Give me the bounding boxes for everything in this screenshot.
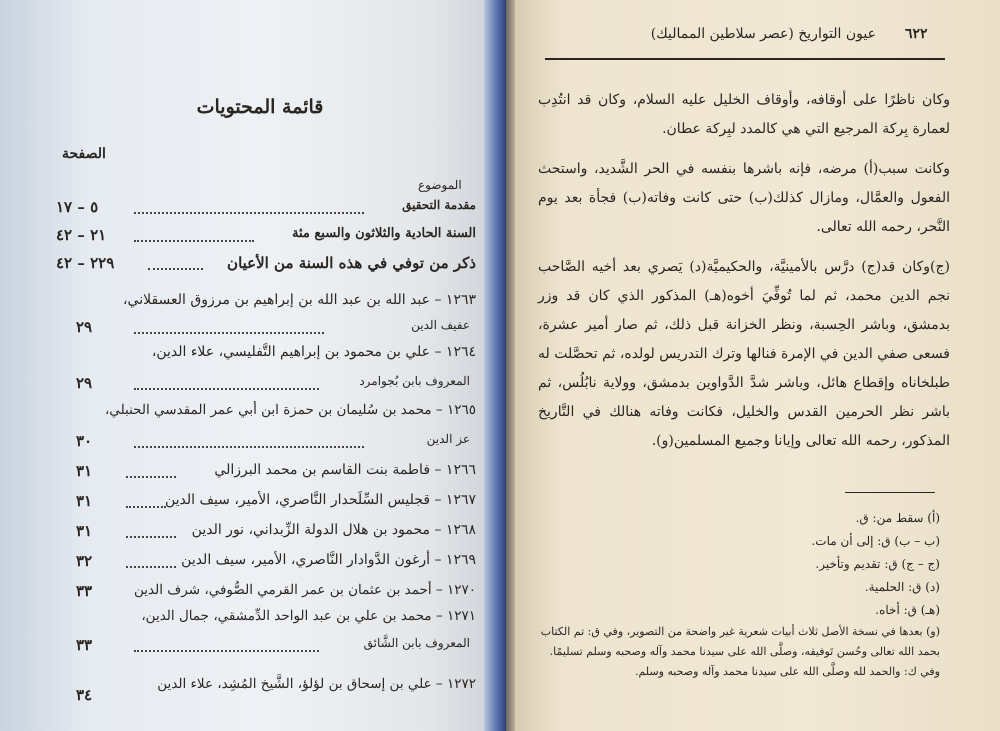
dot-leader xyxy=(134,388,319,390)
toc-entry-title: ١٢٧٠ – أحمد بن عثمان بن عمر القرمي الصُّوفي، شرف الدين xyxy=(134,582,476,598)
toc-entry-title: ١٢٦٧ – قجليس السِّلَحدار النَّاصري، الأمير، سيف الدين xyxy=(164,492,476,508)
footnote: (و) بعدها في نسخة الأصل ثلاث أبيات شعرية غير واضحة من التصوير، وفي ق: تم الكتاب بحمد الله تعالى وحُسن تَوفيقه، وصلَّى الله على سيدنا محمد وآله وصحبه وسلم تسليمًا. وفي ك: والحمد لله وصلَّى الله على سيدنا محمد وآله وصحبه وسلم. xyxy=(540,625,940,678)
dot-leader xyxy=(126,506,166,508)
dot-leader xyxy=(126,536,176,538)
toc-entry xyxy=(56,292,476,318)
page-column-header: الصفحة xyxy=(62,146,106,162)
toc-entry-title: عفيف الدين xyxy=(411,318,470,332)
toc-entry-title: ١٢٦٣ – عبد الله بن عبد الله بن إبراهيم بن مرزوق العسقلاني، xyxy=(123,292,476,308)
toc-entry xyxy=(56,318,476,344)
toc-entry xyxy=(56,198,476,224)
footnote: (د) ق: الحلمية. xyxy=(864,580,940,594)
toc-page-number: ٣٢ xyxy=(76,552,93,570)
toc-entry xyxy=(56,226,476,252)
toc-entry xyxy=(56,462,476,488)
toc-entry-title: المعروف بابن بُجوامرد xyxy=(359,374,470,388)
toc-entry xyxy=(56,608,476,634)
dot-leader xyxy=(148,268,203,270)
toc-page-range: ٢١ – ٤٢ xyxy=(56,226,107,244)
toc-entry xyxy=(56,254,476,280)
toc-entry-title: ١٢٦٩ – أرغون الدَّوادار النَّاصري، الأمير، سيف الدين xyxy=(181,552,476,568)
toc-entry-title: ١٢٦٥ – محمد بن سُليمان بن حمزة ابن أبي عمر المقدسي الحنبلي، xyxy=(104,402,476,418)
toc-entry-title: السنة الحادية والثلاثون والسبع مئة xyxy=(291,226,476,241)
toc-entry xyxy=(56,676,476,702)
toc-entry-title: ١٢٦٦ – فاطمة بنت القاسم بن محمد البرزالي xyxy=(214,462,476,478)
toc-page-number: ٣٠ xyxy=(76,432,93,450)
toc-page-number: ٢٩ xyxy=(76,374,93,392)
toc-page-number: ٣١ xyxy=(76,492,93,510)
body-text xyxy=(538,86,950,456)
toc-entry-title: ١٢٦٨ – محمود بن هلال الدولة الزِّبداني، نور الدين xyxy=(191,522,476,538)
toc-page-number: ٣٣ xyxy=(76,636,93,654)
toc-page-range: ٢٢٩ – ٤٢ xyxy=(56,254,115,272)
toc-page-number: ٣٤ xyxy=(76,686,93,704)
toc-page-number: ٣١ xyxy=(76,462,93,480)
body-paragraph: وكانت سبب(أ) مرضه، فإنه باشرها بنفسه في الحر الشَّديد، واستحث الفعول والعمَّال، ومازال كذلك(ب) حتى كانت وفاته(ب) فجأة بعد يوم النَّحر، رحمه الله تعالى. xyxy=(538,161,950,235)
running-title: عيون التواريخ (عصر سلاطين المماليك) xyxy=(650,26,876,42)
dot-leader xyxy=(134,332,324,334)
footnote: (ج – ج) ق: تقديم وتأخير. xyxy=(815,557,940,571)
toc-entry xyxy=(56,552,476,578)
toc-entry-title: عز الدين xyxy=(426,432,470,446)
toc-entry-title: ذكر من توفي في هذه السنة من الأعيان xyxy=(227,254,476,272)
toc-entry xyxy=(56,492,476,518)
toc-page-number: ٣١ xyxy=(76,522,93,540)
toc-entry-title: ١٢٧١ – محمد بن علي بن عبد الواحد الدِّمشقي، جمال الدين، xyxy=(141,608,476,624)
toc-page-range: ٥ – ١٧ xyxy=(56,198,99,216)
dot-leader xyxy=(134,446,364,448)
dot-leader xyxy=(126,566,176,568)
footnote: (ب – ب) ق: إلى أن مات. xyxy=(811,534,940,548)
toc-entry-title: ١٢٧٢ – علي بن إسحاق بن لؤلؤ، الشَّيخ المُشِد، علاء الدين xyxy=(157,676,476,692)
toc-entry-title: ١٢٦٤ – علي بن محمود بن إبراهيم التَّفليسي، علاء الدين، xyxy=(151,344,476,360)
toc-entry xyxy=(56,522,476,548)
toc-entry-title: مقدمة التحقيق xyxy=(402,198,476,212)
body-paragraph: وكان ناظرًا على أوقافه، وأوقاف الخليل عليه السلام، وكان قد انتُدِب لعمارة بِركة المرجيع التي هي كالمدد لبِركة عطان. xyxy=(538,92,950,137)
footnote: (أ) سقط من: ق. xyxy=(855,511,940,525)
dot-leader xyxy=(126,476,176,478)
toc-page-number: ٢٩ xyxy=(76,318,93,336)
toc-entry xyxy=(56,374,476,400)
toc-entry xyxy=(56,582,476,608)
subject-column-header: الموضوع xyxy=(418,178,462,192)
dot-leader xyxy=(134,212,364,214)
toc-page-number: ٣٣ xyxy=(76,582,93,600)
dot-leader xyxy=(134,650,319,652)
toc-entry xyxy=(56,432,476,458)
header-rule xyxy=(545,58,945,60)
toc-entry xyxy=(56,344,476,370)
footnote: (هـ) ق: أخاه. xyxy=(875,603,940,617)
left-page-contents xyxy=(0,0,497,731)
dot-leader xyxy=(134,240,254,242)
toc-entry-title: المعروف بابن الشَّائق xyxy=(363,636,470,650)
page-number: ٦٢٢ xyxy=(905,26,928,42)
body-paragraph: (ج)وكان قد(ج) درَّس بالأمينيَّة، والحكيميَّة(د) يَصري بعد أخيه الصَّاحب نجم الدين محمد، ثم لما تُوفِّيَ أخوه(هـ) المذكور الذي كان قد وزر بدمشق، وباشر الحِسبة، ونظر الخزانة قبل ذلك، ثم صار أمير عشرة، فسعى صفي الدين في الإمرة فنالها وترك التدريس لولده، ثم تحصَّلت له طبلخاناه وإقطاع هائل، وباشر شدَّ الدَّواوين بدمشق، وولاية نابُلُس، ثم باشر نظر الحرمين القدس والخليل، فكانت وفاته هنالك في التَّاريخ المذكور، رحمه الله تعالى وإيانا وجميع المسلمين(و). xyxy=(538,259,950,449)
toc-entry xyxy=(56,402,476,428)
footnote-rule xyxy=(845,492,935,493)
book-gutter xyxy=(484,0,506,731)
contents-title: قائمة المحتويات xyxy=(196,96,324,118)
toc-entry xyxy=(56,636,476,662)
